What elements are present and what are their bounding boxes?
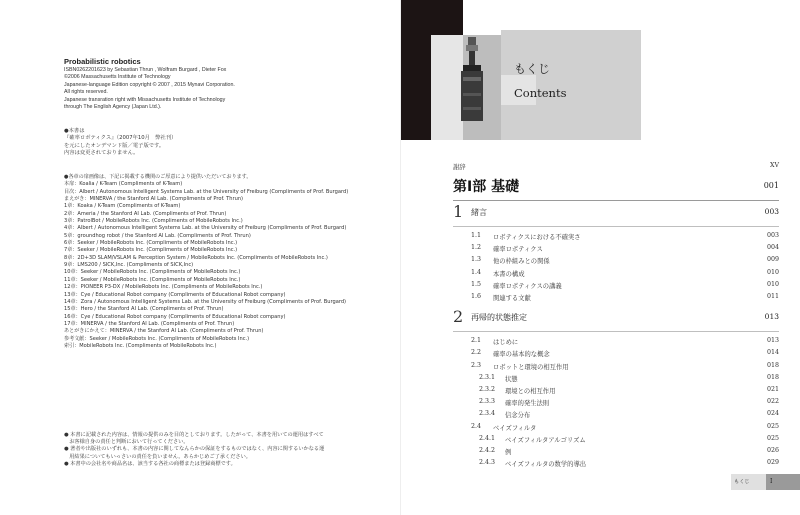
toc-section[interactable] <box>453 293 779 305</box>
toc-section-number: 2.3.1 <box>479 373 496 381</box>
edition-notes <box>64 128 384 158</box>
toc-part-title: 第Ⅰ部 基礎 <box>453 179 520 195</box>
toc-section-page: 004 <box>766 244 779 252</box>
toc-section-title: 環境との相互作用 <box>505 388 556 395</box>
robot-photo <box>453 35 489 125</box>
toc-section-title: 確率ロボティクス <box>493 246 543 254</box>
toc-section[interactable] <box>453 386 779 398</box>
photo-credit-line: ●各章の扉画像は、下記に掲載する機関のご厚意により提供いただいております。 <box>64 174 252 180</box>
toc-section[interactable] <box>453 281 779 293</box>
colophon-line: ISBN0262201623 by Sebastian Thrun , Wolfram Burgard , Dieter Fox <box>64 67 227 73</box>
toc-section-title: ロボットと環境の相互作用 <box>493 363 569 371</box>
toc-chapter[interactable] <box>453 309 779 332</box>
colophon-line: Japanese-language Edition copyright © 2007 , 2015 Mynavi Corporation. <box>64 81 235 88</box>
right-page <box>400 0 800 515</box>
toc-section[interactable] <box>453 435 779 447</box>
edition-note-line: 『確率ロボティクス』（2007年10月 弊社刊） <box>64 135 177 142</box>
photo-credit-line: 9章：LMS200 / SICK,Inc. (Compliments of SICK,Inc) <box>64 262 194 269</box>
disclaimer-line: お客様自身の責任と判断において行ってください。 <box>64 439 189 446</box>
disclaimer-line: 用結果についてもいっさいの責任を負いません。あらかじめご了承ください。 <box>64 453 251 460</box>
toc-chapter-page: 013 <box>764 312 779 322</box>
toc-section-title: 確率ロボティクスの講義 <box>493 282 562 290</box>
toc-section[interactable] <box>453 337 779 349</box>
photo-credit-line: 12章：PIONEER P3-DX / MobileRobots Inc. (Compliments of MobileRobots Inc.) <box>64 284 263 291</box>
toc-section-page: 029 <box>766 459 779 467</box>
toc-section[interactable] <box>453 232 779 244</box>
toc-section-title: 他の枠組みとの関係 <box>493 258 550 266</box>
toc-section-number: 2.4.1 <box>479 434 496 442</box>
toc-part-page: 001 <box>763 181 779 190</box>
toc-chapter-number: 1 <box>453 202 464 221</box>
toc-section-title: ベイズフィルタ <box>493 424 537 432</box>
photo-credit-line: 8章：2D+3D SLAM/VSLAM & Perception System / MobileRobots Inc. (Compliments of MobileRobots Inc.) <box>64 254 328 261</box>
toc-section-title: 確率の基本的な概念 <box>493 351 550 359</box>
toc-chapter-page: 003 <box>764 207 779 216</box>
photo-credit-line: 2章：Ameria / the Stanford AI Lab. (Compliments of Prof. Thrun) <box>64 210 227 217</box>
footer-page-tag <box>766 474 800 490</box>
toc-section-page: 018 <box>766 373 779 381</box>
toc-section-page: 024 <box>766 410 779 418</box>
page-number: I <box>770 478 773 485</box>
photo-credit-line: 16章：Cye / Educational Robot company (Compliments of Educational Robot company) <box>64 313 286 320</box>
toc-section-number: 2.4 <box>471 422 482 430</box>
toc-section-page: 010 <box>766 268 779 276</box>
photo-credit-line: あとがきにかえて：MINERVA / the Stanford AI Lab. (Compliments of Prof. Thrun) <box>64 328 264 335</box>
toc-section-title: はじめに <box>493 339 519 347</box>
photo-credit-line: 3章：PatrolBot / MobileRobots Inc. (Compliments of MobileRobots Inc.) <box>64 218 243 225</box>
photo-credit-line: 4章：Albert / Autonomous Intelligent Systems Lab. at the University of Freiburg (Compliments of Prof. Burgard) <box>64 225 347 232</box>
toc-section-number: 1.1 <box>471 232 482 239</box>
disclaimer-line: ● 著者や出版社のいずれも、本書の内容に関してなんらかの保証をするものではなく、内容に関するいかなる運 <box>64 446 325 453</box>
toc-chapter-number: 2 <box>453 307 464 327</box>
toc-section[interactable] <box>453 349 779 361</box>
edition-note-line: ●本書は <box>64 128 85 134</box>
photo-credit-line: 17章：MINERVA / the Stanford AI Lab. (Compliments of Prof. Thrun) <box>64 320 235 327</box>
page-title-en: Contents <box>514 86 567 100</box>
toc-section[interactable] <box>453 447 779 459</box>
toc-section-title: ロボティクスにおける不確実さ <box>493 234 581 241</box>
toc-section[interactable] <box>453 269 779 281</box>
toc-section-title: 関連する文献 <box>493 295 531 302</box>
toc-section[interactable] <box>453 459 779 471</box>
toc-section-title: ベイズフィルタの数学的導出 <box>505 461 587 469</box>
colophon <box>64 57 384 111</box>
photo-credit-line: 11章：Seeker / MobileRobots Inc. (Compliments of MobileRobots Inc.) <box>64 276 241 283</box>
toc-section-title: 状態 <box>505 375 518 383</box>
toc-section-page: 011 <box>766 293 779 300</box>
toc-section-title: 確率的発生法則 <box>505 400 550 408</box>
photo-credit-line: 参考文献：Seeker / MobileRobots Inc. (Compliments of MobileRobots Inc.) <box>64 335 250 342</box>
photo-credit-line: 索引：MobileRobots Inc. (Compliments of MobileRobots Inc.) <box>64 342 217 349</box>
photo-credit-line: 本扉：Koalia / K-Team (Compliments of K-Team) <box>64 181 183 188</box>
toc-section[interactable] <box>453 244 779 256</box>
toc-section-page: 026 <box>766 447 779 454</box>
toc-section-page: 025 <box>766 422 779 430</box>
toc-section-number: 2.3.3 <box>479 398 496 406</box>
toc-entry-preface[interactable] <box>453 162 779 174</box>
toc-section-page: 018 <box>766 361 779 369</box>
toc-section[interactable] <box>453 423 779 435</box>
toc-section-number: 2.3 <box>471 361 482 369</box>
toc-section-page: 003 <box>766 232 779 239</box>
photo-credit-line: 5章：groundhog robot / the Stanford AI Lab. (Compliments of Prof. Thrun) <box>64 232 251 239</box>
book-title: Probabilistic robotics <box>64 57 141 66</box>
toc-entry-title: 謝辞 <box>453 164 466 171</box>
photo-credit-line: 10章：Seeker / MobileRobots Inc. (Compliments of MobileRobots Inc.) <box>64 269 241 276</box>
edition-note-line: を元にしたオンデマンド版／電子版です。 <box>64 142 165 149</box>
disclaimer-line: ● 本書に記載された内容は、情報の提供のみを目的としております。したがって、本書を用いての運用はすべて <box>64 432 324 438</box>
colophon-line: through The English Agency (Japan Ltd.). <box>64 104 162 111</box>
toc-section-title: 例 <box>505 449 512 456</box>
toc-chapter-title: 再帰的状態推定 <box>471 313 527 323</box>
toc-section-title: 本書の構成 <box>493 270 525 278</box>
photo-credit-line: 6章：Seeker / MobileRobots Inc. (Compliments of MobileRobots Inc.) <box>64 240 238 247</box>
toc-section[interactable] <box>453 398 779 410</box>
toc-section-number: 1.6 <box>471 293 482 300</box>
toc-section-title: 信念分布 <box>505 412 531 420</box>
photo-credits <box>64 174 384 350</box>
colophon-line: ©2006 Massachusetts Institute of Technology <box>64 74 171 81</box>
disclaimers <box>64 432 354 468</box>
page-title: もくじ <box>514 62 551 76</box>
footer-label: もくじ <box>734 479 750 485</box>
photo-credit-line: 13章：Cye / Educational Robot company (Compliments of Educational Robot company) <box>64 291 286 298</box>
toc-section-page: 010 <box>766 280 779 288</box>
toc-section[interactable] <box>453 374 779 386</box>
colophon-line: Japanese transration right with Missachusetts Institute of Technology <box>64 96 226 103</box>
toc-chapter-title: 緒言 <box>471 208 487 217</box>
toc-section-number: 2.3.4 <box>479 410 496 418</box>
photo-credit-line: 15章：Hero / the Stanford AI Lab. (Compliments of Prof. Thrun) <box>64 306 224 313</box>
photo-credit-line: 1章：Koaka / K-Team (Compliments of K-Team) <box>64 203 181 210</box>
footer-section-tag <box>731 474 766 490</box>
toc-section-number: 2.4.3 <box>479 459 496 467</box>
toc-entry-page: XV <box>769 162 779 169</box>
disclaimer-line: ● 本書中の会社名や商品名は、該当する各社の商標または登録商標です。 <box>64 460 236 467</box>
toc-section-page: 014 <box>766 349 779 357</box>
toc-section[interactable] <box>453 410 779 422</box>
photo-credit-line: 目次：Albert / Autonomous Intelligent Systems Lab. at the University of Freiburg (Compliments of Prof. Burgard) <box>64 188 349 195</box>
photo-credit-line: まえがき：MINERVA / the Stanford AI Lab. (Compliments of Prof. Thrun) <box>64 196 244 203</box>
toc-section-number: 2.2 <box>471 349 482 357</box>
toc-section-page: 025 <box>766 434 779 442</box>
toc-section-number: 1.2 <box>471 244 482 252</box>
toc-section-page: 021 <box>766 386 779 393</box>
toc-section-number: 2.1 <box>471 337 482 345</box>
toc-section[interactable] <box>453 362 779 374</box>
toc-section-page: 022 <box>766 398 779 406</box>
toc-part-heading[interactable] <box>453 176 779 201</box>
toc-chapter[interactable] <box>453 204 779 227</box>
toc-section[interactable] <box>453 256 779 268</box>
edition-note-line: 内容は変更されておりません。 <box>64 150 139 157</box>
toc-section-title: ベイズフィルタアルゴリズム <box>505 436 586 444</box>
toc-section-number: 1.4 <box>471 268 482 276</box>
toc-section-number: 1.3 <box>471 256 482 264</box>
toc-section-number: 2.3.2 <box>479 386 496 393</box>
toc-section-page: 009 <box>766 256 779 264</box>
toc-section-page: 013 <box>766 337 779 345</box>
photo-credit-line: 7章：Seeker / MobileRobots Inc. (Compliments of MobileRobots Inc.) <box>64 247 238 254</box>
photo-credit-line: 14章：Zora / Autonomous Intelligent Systems Lab. at the University of Freiburg (Compliments of Prof. Burgard) <box>64 298 347 305</box>
toc-section-number: 1.5 <box>471 280 482 288</box>
toc-section-number: 2.4.2 <box>479 447 496 454</box>
colophon-line: All rights reserved. <box>64 89 108 96</box>
